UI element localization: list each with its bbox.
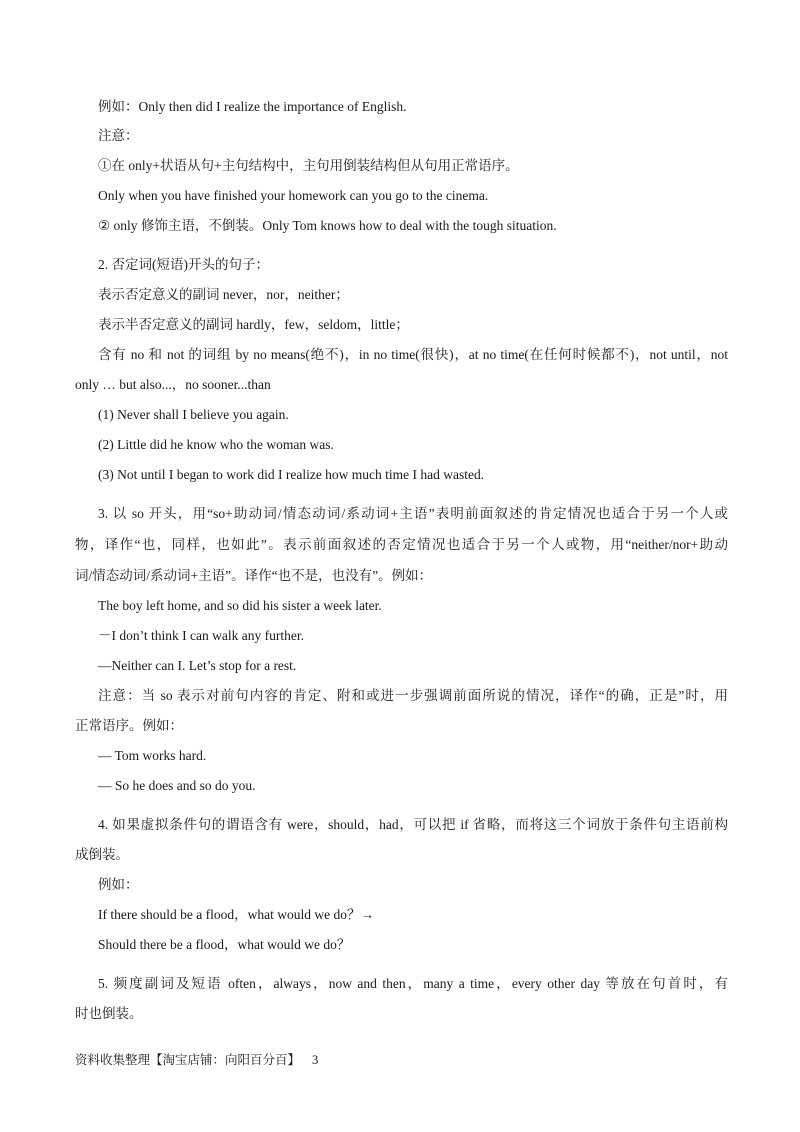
example-line: Only when you have finished your homework can you go to the cinema. (98, 188, 489, 203)
example-line: (3) Not until I began to work did I realize how much time I had wasted. (98, 467, 485, 482)
example-line: The boy left home, and so did his sister a week later. (98, 598, 382, 613)
paragraph-line: 时也倒装。 (75, 1006, 143, 1021)
note-item-2: ② only 修饰主语，不倒装。Only Tom knows how to deal with the tough situation. (98, 218, 557, 233)
paragraph-line: 物，译作“也，同样，也如此”。表示前面叙述的否定情况也适合于另一个人或物，用“neither/nor+助动 (75, 537, 728, 552)
paragraph-line: 注意：当 so 表示对前句内容的肯定、附和或进一步强调前面所说的情况，译作“的确，正是”时，用 (98, 688, 728, 703)
example-line: (2) Little did he know who the woman was. (98, 437, 334, 452)
paragraph-line: 正常语序。例如： (75, 718, 183, 733)
page-number: 3 (312, 1053, 319, 1067)
paragraph-line: 含有 no 和 not 的词组 by no means(绝不)，in no time(很快)，at no time(在任何时候都不)，not until，not (98, 347, 728, 362)
paragraph-line: only … but also...，no sooner...than (75, 377, 271, 392)
section-heading-4: 4. 如果虚拟条件句的谓语含有 were，should，had，可以把 if 省略，而将这三个词放于条件句主语前构 (98, 817, 728, 832)
example-line: — So he does and so do you. (98, 778, 256, 793)
example-line: — Tom works hard. (98, 748, 207, 763)
example-line: —Neither can I. Let’s stop for a rest. (98, 658, 297, 673)
paragraph-line: 成倒装。 (75, 847, 129, 862)
example-line: 例如：Only then did I realize the importance of English. (98, 99, 407, 114)
paragraph-line: 表示半否定意义的副词 hardly，few，seldom，little； (98, 317, 409, 332)
example-line: Should there be a flood，what would we do？ (98, 937, 351, 952)
footer-source: 资料收集整理【淘宝店铺：向阳百分百】 (75, 1053, 301, 1067)
example-label: 例如： (98, 877, 139, 892)
section-heading-2: 2. 否定词(短语)开头的句子： (98, 257, 269, 272)
example-line: －I don’t think I can walk any further. (98, 628, 304, 643)
paragraph-line: 词/情态动词/系动词+主语”。译作“也不是，也没有”。例如： (75, 568, 433, 583)
note-label: 注意： (98, 128, 139, 143)
section-heading-5: 5. 频度副词及短语 often，always，now and then，many a time，every other day 等放在句首时，有 (98, 976, 728, 991)
example-line: If there should be a flood，what would we do？→ (98, 907, 374, 922)
note-item-1: ①在 only+状语从句+主句结构中，主句用倒装结构但从句用正常语序。 (98, 158, 519, 173)
example-line: (1) Never shall I believe you again. (98, 407, 289, 422)
page-footer (75, 1050, 318, 1068)
paragraph-line: 表示否定意义的副词 never，nor，neither； (98, 287, 349, 302)
section-heading-3: 3. 以 so 开头，用“so+助动词/情态动词/系动词+主语”表明前面叙述的肯定情况也适合于另一个人或 (98, 506, 728, 521)
